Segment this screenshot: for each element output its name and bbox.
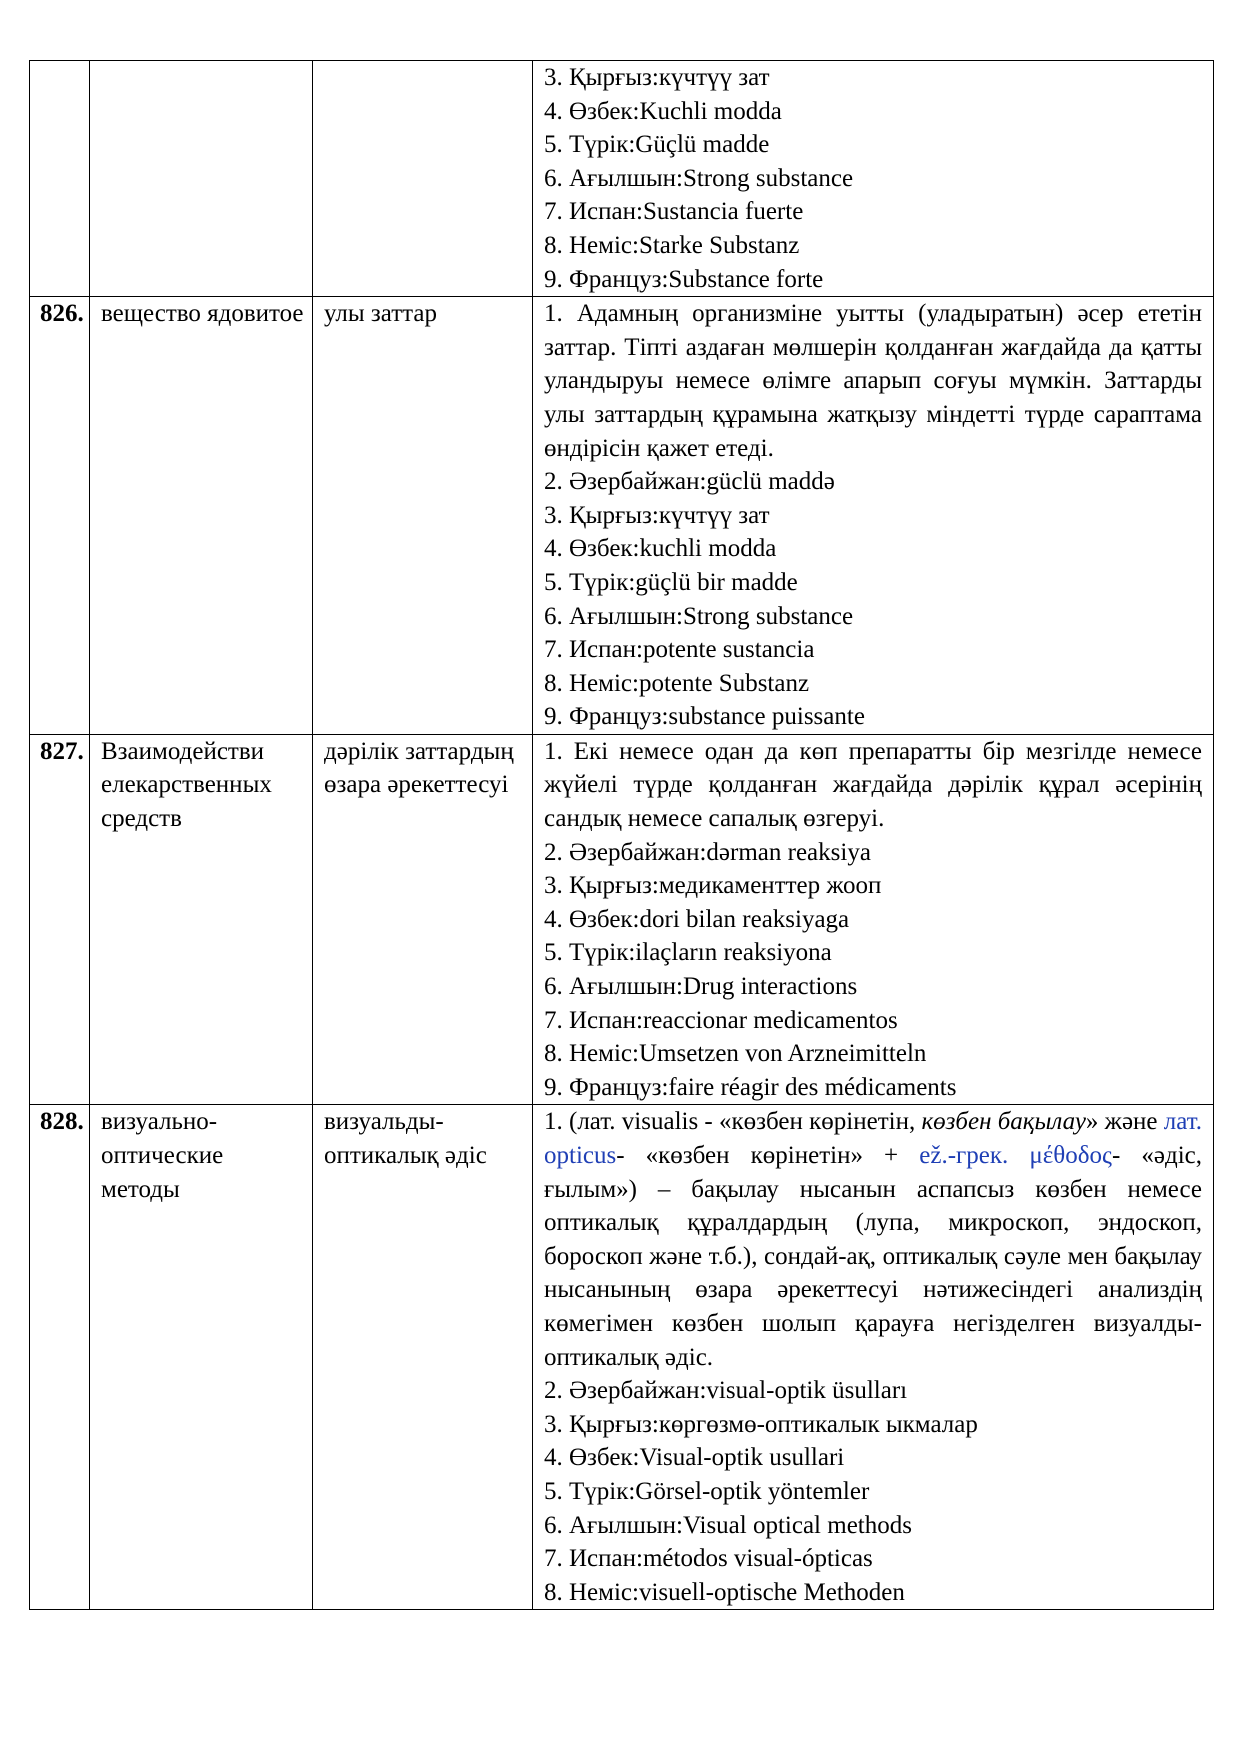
kazakh-term [313,61,533,297]
kazakh-term: дәрілік заттардың өзара әрекеттесуі [313,734,533,1105]
definition-text: 1. Адамның организміне уытты (уладыратын) әсер ететін заттар. Тіпті аздаған мөлшерін қолданған жағдайда да қатты уландыруы немесе өлімге апарып соғуы мүмкін. Заттарды улы заттардың құрамына жатқызу міндетті түрде сараптама өндірісін қажет етеді. [544,300,1202,462]
translation-line: 4. Өзбек:Visual-optik usullari [544,1444,845,1472]
definition-segment: » және [1085,1108,1164,1136]
entry-number [30,61,90,297]
translation-line: 8. Неміс:visuell-optische Methoden [544,1578,905,1606]
translation-line: 3. Қырғыз:күчтүү зат [544,64,770,91]
etymology-link-greek: ež.-грек. μέθοδος [919,1142,1112,1169]
translation-line: 8. Неміс:potente Substanz [544,669,810,697]
translation-line: 7. Испан:Sustancia fuerte [544,198,804,226]
translation-line: 7. Испан:potente sustancia [544,636,815,664]
definition-text: 1. Екі немесе одан да көп препаратты бір мезгілде немесе жүйелі түрде қолданған жағдайда дәрілік құрал әсерінің сандық немесе сапалық өзгеруі. [544,737,1202,833]
entry-number: 827. [30,734,90,1105]
translation-line: 6. Ағылшын:Visual optical methods [544,1511,912,1539]
translation-line: 6. Ағылшын:Strong substance [544,164,854,192]
definition-cell [533,297,1214,735]
russian-term: вещество ядовитое [90,297,313,735]
definition-segment: - «әдіс, ғылым») – бақылау нысанын аспапсыз көзбен немесе оптикалық құралдардың (лупа, микроскоп, эндоскоп, бороскоп және т.б.), сондай-ақ, оптикалық сәуле мен бақылау нысанының өзара әрекеттесуі нәтижесіндегі анализдің көмегімен көзбен шолып қарауға негізделген визуалды-оптикалық әдіс. [544,1142,1202,1371]
table-row [30,297,1214,735]
translation-line: 2. Әзербайжан:dərman reaksiya [544,838,871,866]
definition-text [544,1105,1202,1374]
russian-term: визуально-оптические методы [90,1105,313,1610]
translation-line: 8. Неміс:Umsetzen von Arzneimitteln [544,1040,927,1068]
translation-line: 5. Түрік:Görsel-optik yöntemler [544,1477,870,1505]
translation-line: 6. Ағылшын:Drug interactions [544,973,858,1001]
definition-segment: 1. (лат. visualis - «көзбен көрінетін, [544,1108,922,1136]
translation-line: 5. Түрік:ilaçların reaksiyona [544,939,832,967]
russian-term: Взаимодействи елекарственных средств [90,734,313,1105]
kazakh-term: улы заттар [313,297,533,735]
russian-term [90,61,313,297]
definition-cell [533,1105,1214,1610]
entry-number: 826. [30,297,90,735]
entry-number: 828. [30,1105,90,1610]
translation-line: 3. Қырғыз:медикаменттер жооп [544,872,882,900]
translation-line: 4. Өзбек:dori bilan reaksiyaga [544,905,850,933]
table-row [30,734,1214,1105]
definition-cell [533,61,1214,297]
translation-line: 4. Өзбек:Kuchli modda [544,97,782,125]
translation-line: 6. Ағылшын:Strong substance [544,602,854,630]
translation-line: 9. Француз:substance puissante [544,703,865,731]
translation-line: 8. Неміс:Starke Substanz [544,231,800,259]
etymology-link-latin: лат. opticus [544,1108,1203,1169]
translation-line: 9. Француз:Substance forte [544,265,824,293]
translation-line: 9. Француз:faire réagir des médicaments [544,1073,957,1101]
translation-line: 3. Қырғыз:көргөзмө-оптикалык ыкмалар [544,1410,978,1438]
dictionary-table [29,60,1214,1610]
translation-line: 7. Испан:reaccionar medicamentos [544,1006,898,1034]
table-row [30,61,1214,297]
definition-segment: - «көзбен көрінетін» + [616,1142,920,1169]
translation-line: 2. Әзербайжан:visual-optik üsulları [544,1377,908,1405]
translation-line: 2. Әзербайжан:güclü maddə [544,468,835,496]
definition-cell [533,734,1214,1105]
translation-line: 5. Түрік:güçlü bir madde [544,568,798,596]
translation-line: 3. Қырғыз:күчтүү зат [544,501,770,529]
table-row [30,1105,1214,1610]
translation-line: 4. Өзбек:kuchli modda [544,535,777,563]
definition-segment-italic: көзбен бақылау [921,1108,1086,1136]
translation-line: 5. Түрік:Güçlü madde [544,131,770,159]
translation-line: 7. Испан:métodos visual-ópticas [544,1545,873,1573]
kazakh-term: визуальды-оптикалық әдіс [313,1105,533,1610]
